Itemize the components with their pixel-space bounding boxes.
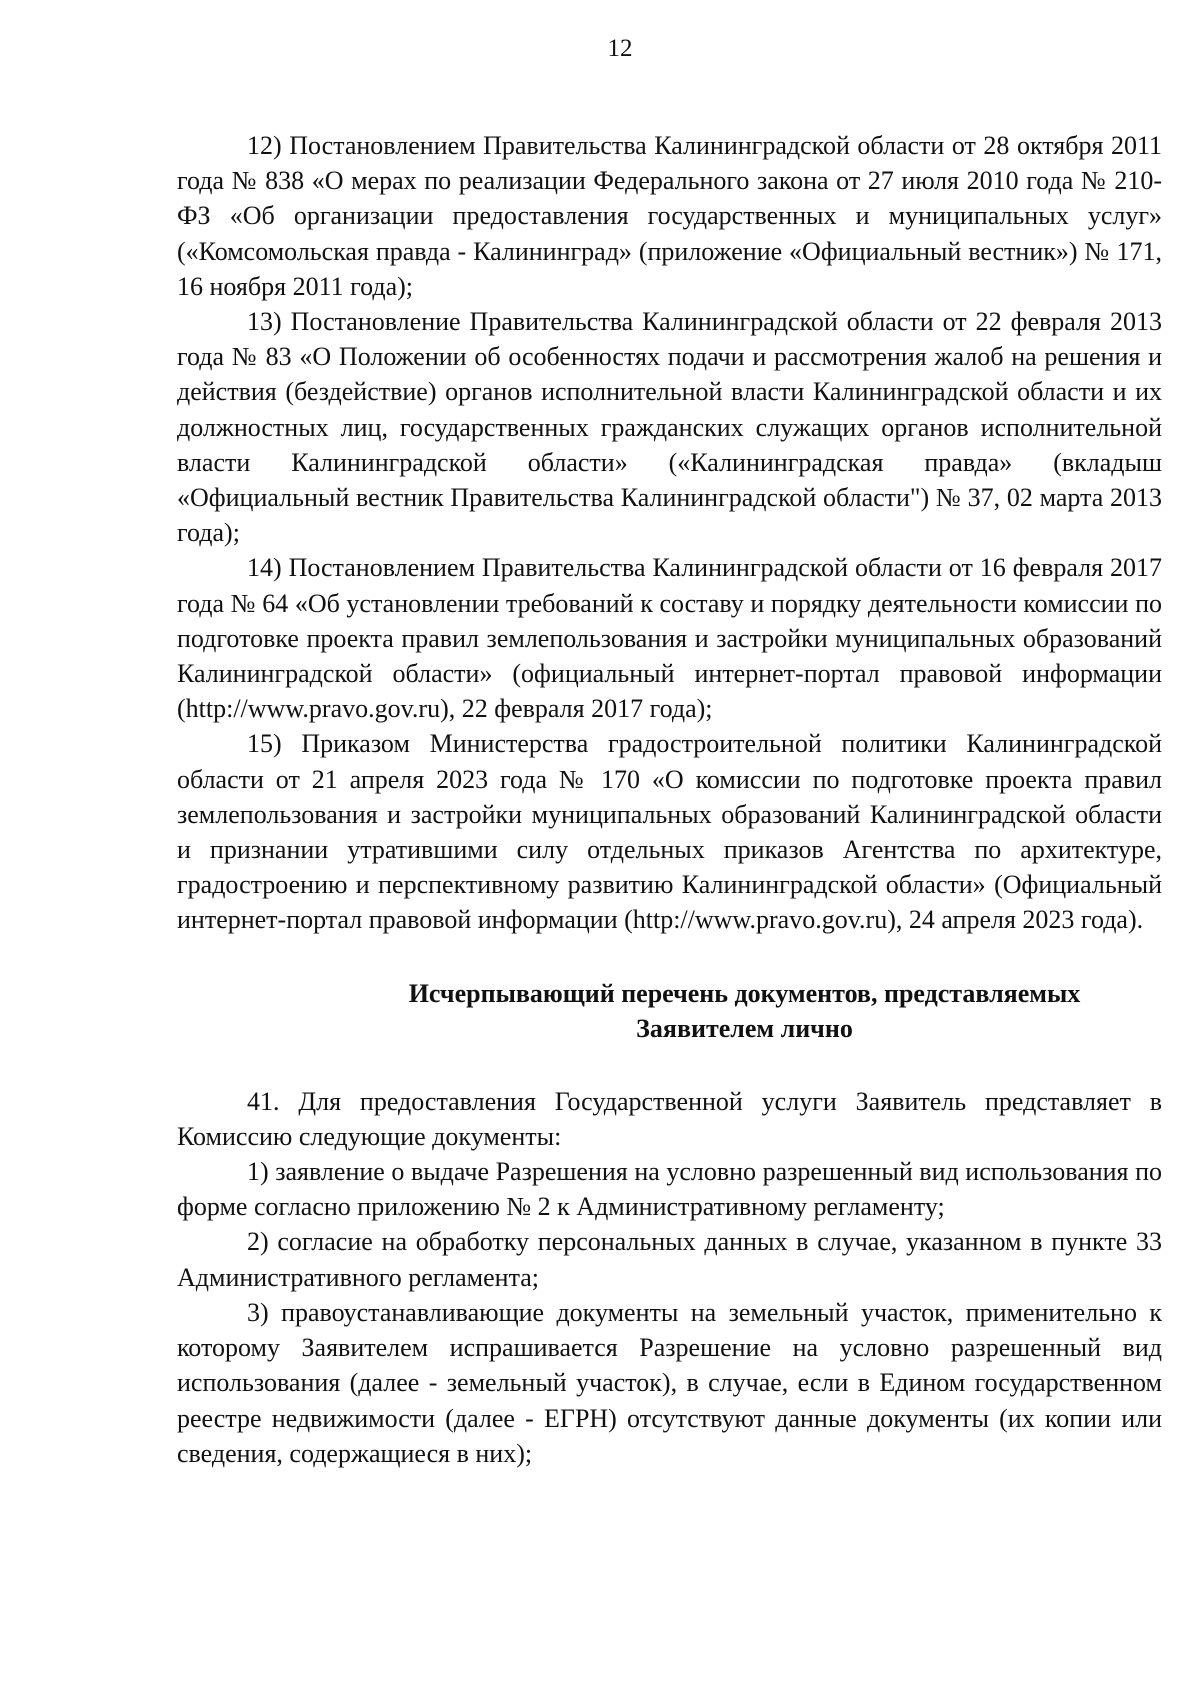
document-item-1: 1) заявление о выдаче Разрешения на условно разрешенный вид использования по форме согласно приложению № 2 к Административному регламенту; [177,1157,1162,1222]
legal-basis-item-15: 15) Приказом Министерства градостроительной политики Калининградской области от 21 апреля 2023 года № 170 «О комиссии по подготовке проекта правил землепользования и застройки муниципальных образований Калининградской области и признании утратившими силу отдельных приказов Агентства по архитектуре, градостроению и перспективному развитию Калининградской области» (Официальный интернет-портал правовой информации (http://www.pravo.gov.ru), 24 апреля 2023 года). [177,729,1162,935]
clause-41: 41. Для предоставления Государственной услуги Заявитель представляет в Комиссию следующие документы: [177,1086,1162,1151]
section-heading-line-1: Исчерпывающий перечень документов, представляемых [408,978,1081,1008]
document-item-2: 2) согласие на обработку персональных данных в случае, указанном в пункте 33 Административного регламента; [177,1227,1162,1292]
section-heading-line-2: Заявителем лично [636,1013,853,1043]
legal-basis-item-13: 13) Постановление Правительства Калининградской области от 22 февраля 2013 года № 83 «О Положении об особенностях подачи и рассмотрения жалоб на решения и действия (бездействие) органов исполнительной власти Калининградской области и их должностных лиц, государственных гражданских служащих органов исполнительной власти Калининградской области» («Калининградская правда» (вкладыш «Официальный вестник Правительства Калининградской области") № 37, 02 марта 2013 года); [177,307,1162,548]
section-heading [177,976,1162,1046]
document-item-3: 3) правоустанавливающие документы на земельный участок, применительно к которому Заявителем испрашивается Разрешение на условно разрешенный вид использования (далее - земельный участок), в случае, если в Едином государственном реестре недвижимости (далее - ЕГРН) отсутствуют данные документы (их копии или сведения, содержащиеся в них); [177,1297,1162,1468]
document-body [177,128,1162,1471]
page-number: 12 [607,35,633,62]
legal-basis-item-12: 12) Постановлением Правительства Калининградской области от 28 октября 2011 года № 838 «О мерах по реализации Федерального закона от 27 июля 2010 года № 210-ФЗ «Об организации предоставления государственных и муниципальных услуг» («Комсомольская правда - Калининград» (приложение «Официальный вестник») № 171, 16 ноября 2011 года); [177,131,1162,301]
legal-basis-item-14: 14) Постановлением Правительства Калининградской области от 16 февраля 2017 года № 64 «Об установлении требований к составу и порядку деятельности комиссии по подготовке проекта правил землепользования и застройки муниципальных образований Калининградской области» (официальный интернет-портал правовой информации (http://www.pravo.gov.ru), 22 февраля 2017 года); [177,553,1162,724]
